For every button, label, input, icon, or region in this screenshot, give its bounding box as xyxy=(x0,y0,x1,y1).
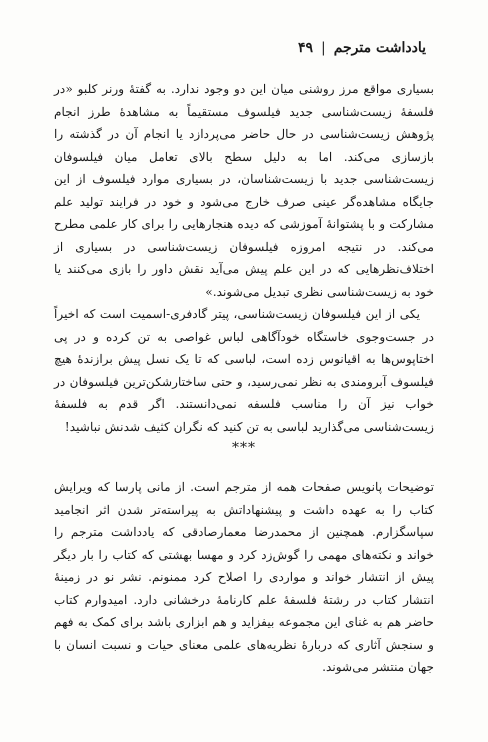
body-text-top xyxy=(54,78,434,438)
running-header xyxy=(60,40,426,56)
header-separator: | xyxy=(320,40,326,56)
body-text-bottom xyxy=(54,476,434,679)
paragraph-godfrey-smith: یکی از این فیلسوفان زیست‌شناسی، پیتر گادفری-اسمیت است که اخیراً در جست‌وجوی خاستگاه خودآگاهی لباس غواصی به تن کرده و در پی اختاپوس‌ها به اقیانوس زده است، لباسی که تا یک نسل پیش برازندهٔ هیچ فیلسوف آبرومندی به نظر نمی‌رسید، و حتی ساختارشکن‌ترین فیلسوفان در خواب نیز آن را مناسب فلسفه نمی‌دانستند. اگر قدم به فلسفهٔ زیست‌شناسی می‌گذارید لباسی به تن کنید که نگران کثیف شدنش نباشید! xyxy=(54,307,434,434)
paragraph-quote: بسیاری مواقع مرز روشنی میان این دو وجود ندارد. به گفتهٔ ورنر کلبو «در فلسفهٔ زیست‌شناسی جدید فیلسوف مستقیماً به مشاهدهٔ طرز انجام پژوهش زیست‌شناسی در حال حاضر می‌پردازد یا انجام آن در گذشته را بازسازی می‌کند. اما به دلیل سطح بالای تعامل میان فیلسوفان زیست‌شناسی جدید با زیست‌شناسان، در بسیاری موارد فیلسوف از این جایگاه مشاهده‌گر عینی صرف خارج می‌شود و خود در فرایند تولید علم مشارکت و با پشتوانهٔ آموزشی که دیده هنجارهایی را برای کار علمی مطرح می‌کند. در نتیجه امروزه فیلسوفان زیست‌شناسی در بسیاری از اختلاف‌نظرهایی که در این علم پیش می‌آید نقش داور را بازی می‌کنند یا خود به زیست‌شناسی نظری تبدیل می‌شوند.» xyxy=(54,82,434,299)
section-divider: *** xyxy=(232,440,256,456)
paragraph-acknowledgements: توضیحات پانویس صفحات همه از مترجم است. از مانی پارسا که ویرایش کتاب را به عهده داشت و پیشنهاداتش به پیراسته‌تر شدن اثر انجامید سپاسگزارم. همچنین از محمدرضا معمارصادقی که یادداشت مترجم را خواند و نکته‌های مهمی را گوش‌زد کرد و مهسا بهشتی که کتاب را بار دیگر پیش از انتشار خواند و مواردی را اصلاح کرد ممنونم. نشر نو در زمینهٔ انتشار کتاب در رشتهٔ فلسفهٔ علم کارنامهٔ درخشانی دارد. امیدوارم کتاب حاضر هم به غنای این مجموعه بیفزاید و هم ابزاری باشد برای کمک به فهم و سنجش آثاری که دربارهٔ نظریه‌های علمی معنای حیات و نسبت انسان با جهان منتشر می‌شوند. xyxy=(54,480,434,674)
page-number: ۴۹ xyxy=(297,40,313,56)
running-header-title: یادداشت مترجم xyxy=(333,40,426,56)
